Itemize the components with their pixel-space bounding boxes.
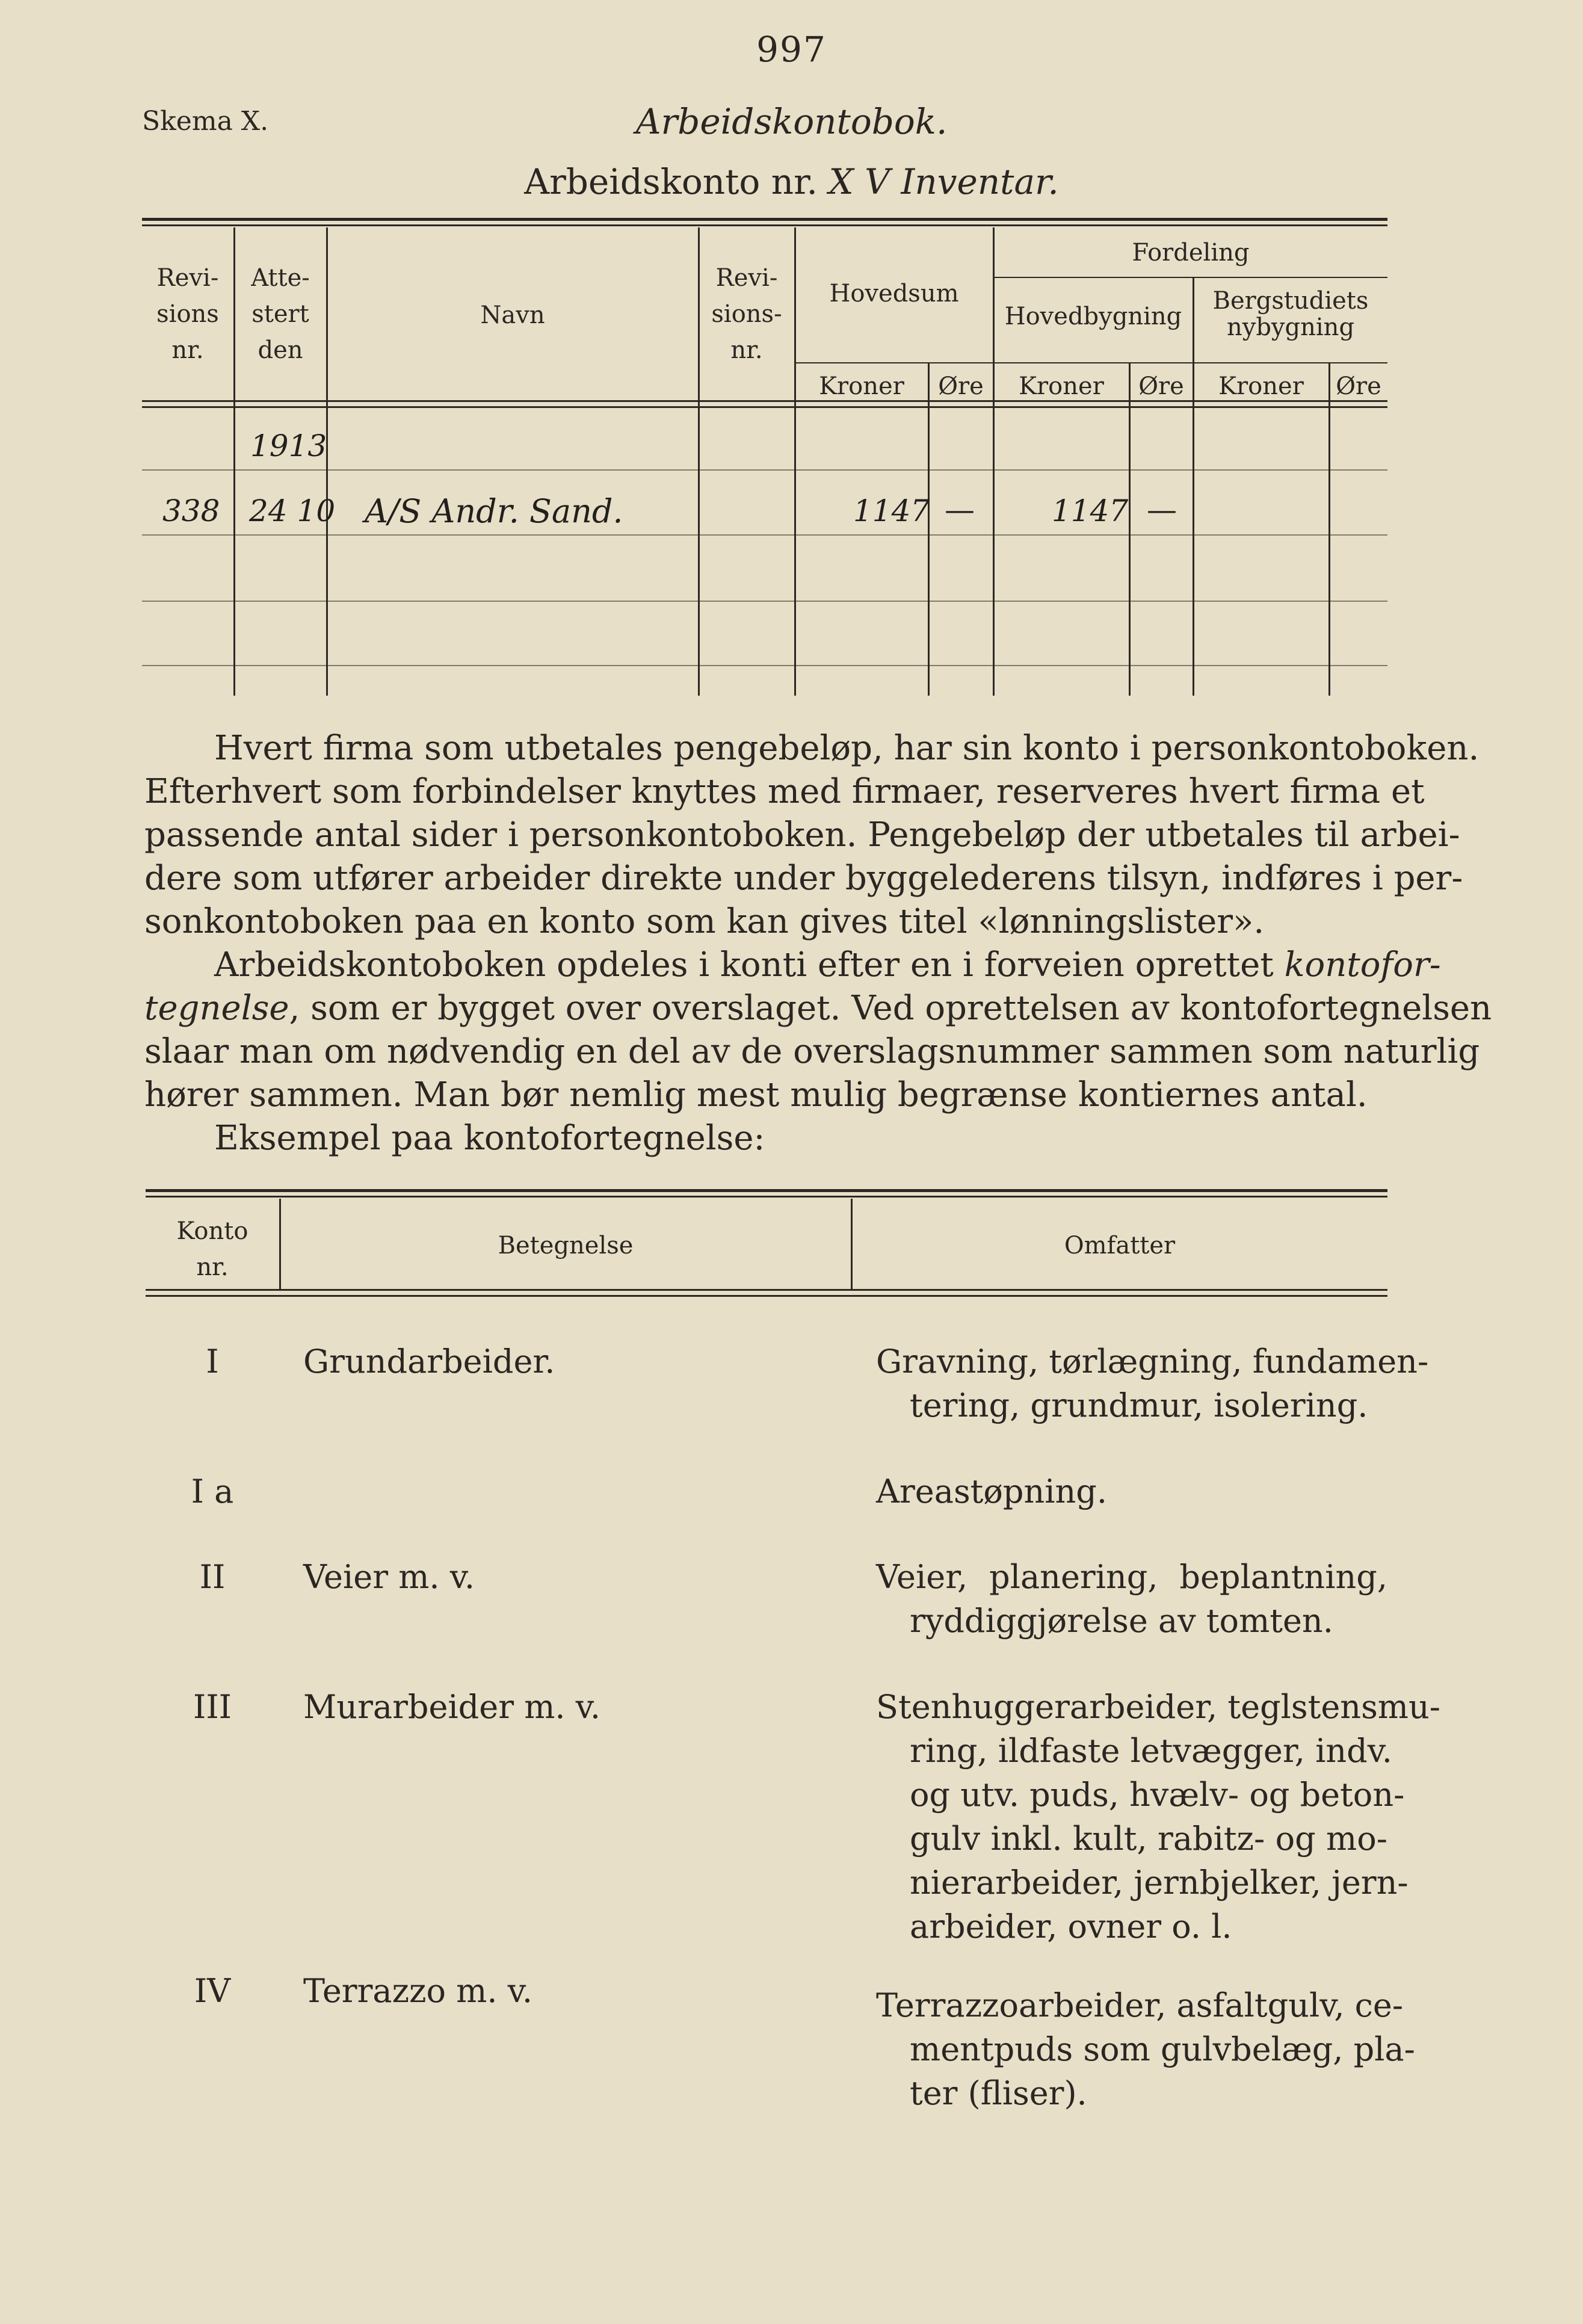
konto-nr: I [206,1343,219,1380]
konto-nr: III [193,1688,232,1726]
subtitle-prefix: Arbeidskonto nr. [524,161,818,202]
header-kroner: Kroner [1218,372,1304,400]
rule [142,534,1387,536]
rule [142,601,1387,602]
text-line: Veier, planering, beplantning, [876,1558,1387,1596]
text-line: Terrazzoarbeider, asfaltgulv, ce- [876,1986,1404,2024]
header-line: stert [251,300,309,328]
rule [146,1196,1387,1198]
text-line: ring, ildfaste letvægger, indv. [910,1732,1392,1770]
text-segment: Arbeidskontoboken opdeles i konti efter en i forveien oprettet [214,945,1274,984]
header-revisions-nr [142,260,233,368]
revision-number: 338 [162,493,220,528]
text-emphasis: kontofor- [1284,945,1441,984]
subtitle-name: Inventar. [901,161,1059,202]
konto-betegnelse: Grundarbeider. [303,1343,555,1380]
konto-omfatter [876,1555,1387,1643]
subtitle-number: X V [829,161,890,202]
konto-nr: IV [194,1972,231,2010]
header-kroner: Kroner [819,372,904,400]
text-line: nierarbeider, jernbjelker, jern- [910,1864,1409,1902]
year-entry: 1913 [250,428,327,463]
rule [993,277,1387,278]
hovedbygning-kroner: 1147 [1052,493,1129,528]
page-title: Arbeidskontobok. [635,101,948,142]
konto-betegnelse: Veier m. v. [303,1558,475,1596]
konto-omfatter [876,1685,1441,1949]
text-line [144,987,1492,1030]
header-line: Konto [176,1217,248,1245]
rule [142,224,1387,226]
rule [794,362,1387,363]
example-label: Eksempel paa kontofortegnelse: [214,1119,765,1158]
header-line: Atte- [251,264,310,292]
header-revisions-nr-2 [699,260,794,368]
attest-date: 24 10 [249,493,336,528]
text-line: dere som utfører arbeider direkte under byggelederens tilsyn, indføres i per- [144,859,1463,898]
text-line: mentpuds som gulvbelæg, pla- [910,2030,1415,2068]
konto-omfatter [876,1340,1429,1427]
hovedbygning-ore: — [1147,492,1177,527]
page-number: 997 [756,29,827,70]
text-segment: , som er bygget over overslaget. Ved oprettelsen av kontofortegnelsen [289,989,1492,1028]
header-line: nr. [171,336,204,364]
konto-omfatter [876,1469,1387,1513]
text-line: passende antal sider i personkontoboken. Pengebeløp der utbetales til arbei- [144,815,1460,855]
header-bergstudiets [1194,288,1387,341]
rule [142,469,1387,471]
header-line: nr. [196,1253,229,1281]
header-hovedbygning: Hovedbygning [1004,303,1182,330]
text-line [144,944,1441,987]
rule [146,1289,1387,1291]
text-line: og utv. puds, hvælv- og beton- [910,1776,1405,1814]
header-ore: Øre [1336,372,1381,400]
paragraph-arbeidskonto [144,944,1492,1117]
column-divider [928,362,930,696]
text-line: gulv inkl. kult, rabitz- og mo- [910,1820,1387,1858]
rule [142,406,1387,408]
text-line: Hvert firma som utbetales pengebeløp, har sin konto i personkontoboken. [214,729,1480,768]
text-line: Gravning, tørlægning, fundamen- [876,1343,1429,1380]
text-line: tering, grundmur, isolering. [910,1386,1368,1424]
header-attestert [235,260,326,368]
column-divider [993,227,995,696]
konto-nr: I a [191,1473,234,1510]
header-line: nybygning [1226,314,1355,341]
account-subtitle [0,161,1583,202]
column-divider [1328,362,1330,696]
konto-omfatter [876,1983,1415,2115]
text-line: Stenhuggerarbeider, teglstensmu- [876,1688,1441,1726]
text-line: ter (fliser). [910,2074,1087,2112]
text-line: arbeider, ovner o. l. [910,1908,1232,1945]
rule [142,665,1387,666]
text-line: Areastøpning. [876,1473,1108,1510]
konto-nr: II [199,1558,226,1596]
header-navn: Navn [480,301,545,329]
header-betegnelse: Betegnelse [498,1232,634,1259]
paragraph-personkonto [144,727,1480,944]
header-ore: Øre [938,372,984,400]
header-line: sions [156,300,219,328]
text-line: hører sammen. Man bør nemlig mest mulig begrænse kontiernes antal. [144,1075,1368,1114]
header-line: Revi- [715,264,778,292]
header-konto-nr [146,1213,279,1285]
header-line: Revi- [156,264,219,292]
company-name: A/S Andr. Sand. [365,492,623,530]
header-fordeling: Fordeling [1132,239,1250,267]
hovedsum-kroner: 1147 [853,493,930,528]
schema-label: Skema X. [142,106,269,137]
header-line: Bergstudiets [1212,287,1369,315]
header-line: nr. [730,336,763,364]
header-kroner: Kroner [1019,372,1104,400]
text-line: ryddiggjørelse av tomten. [910,1602,1333,1640]
header-line: den [258,336,303,364]
header-ore: Øre [1138,372,1184,400]
rule [142,218,1387,221]
header-line: sions- [711,300,782,328]
text-line: sonkontoboken paa en konto som kan gives titel «lønningslister». [144,902,1265,941]
text-emphasis: tegnelse [144,989,289,1028]
text-line: Efterhvert som forbindelser knyttes med firmaer, reserveres hvert firma et [144,772,1425,811]
text-line: slaar man om nødvendig en del av de overslagsnummer sammen som naturlig [144,1032,1480,1071]
konto-betegnelse: Murarbeider m. v. [303,1688,600,1726]
rule [146,1295,1387,1297]
konto-betegnelse: Terrazzo m. v. [303,1972,532,2010]
hovedsum-ore: — [945,492,975,527]
rule [146,1189,1387,1192]
header-hovedsum: Hovedsum [829,280,959,307]
column-divider [1129,362,1131,696]
header-omfatter: Omfatter [1064,1232,1176,1259]
